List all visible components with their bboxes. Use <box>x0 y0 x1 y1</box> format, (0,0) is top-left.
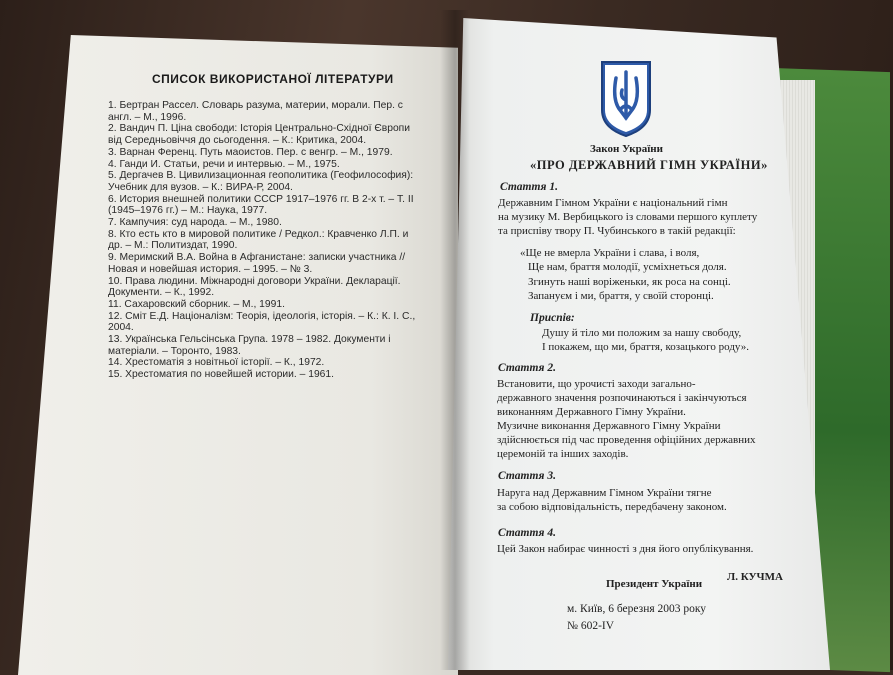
law-heading: Закон України <box>590 143 663 155</box>
reference-item: 13. Українська Гельсінська Група. 1978 – 1982. Документи і матеріали. – Торонто, 1983. <box>108 334 391 357</box>
reference-item: 6. История внешней политики СССР 1917–1976 гг. В 2-х т. – Т. ІІ (1945–1976 гг.) – М.: Наука, 1977. <box>108 193 414 217</box>
reference-item: 8. Кто есть кто в мировой политике / Редкол.: Кравченко Л.П. и др. – М.: Политиздат, 1990. <box>108 228 409 252</box>
reference-item: 5. Дергачев В. Цивилизационная геополитика (Геофилософия): Учебник для вузов. – К.: ВИРА-Р, 2004. <box>108 170 414 193</box>
reference-list <box>108 100 424 381</box>
anthem-verse <box>520 246 731 303</box>
reference-item: 15. Хрестоматия по новейшей истории. – 1961. <box>108 369 334 381</box>
text-line: Встановити, що урочисті заходи загально- <box>497 378 696 390</box>
reference-item: 2. Вандич П. Ціна свободи: Історія Центрально-Східної Європи від Середньовіччя до сьогодення. – К.: Критика, 2004. <box>108 123 410 147</box>
reference-item: 9. Меримский В.А. Война в Афганистане: записки участника // Новая и новейшая история. – 1995. – № 3. <box>108 252 406 275</box>
anthem-chorus <box>542 326 749 355</box>
law-number: № 602-IV <box>567 620 615 632</box>
text-line: виконанням Державного Гімну України. <box>497 406 686 418</box>
president-signature: Л. КУЧМА <box>727 571 783 583</box>
article-text <box>498 196 757 238</box>
article-heading: Стаття 2. <box>498 362 556 374</box>
law-name: «ПРО ДЕРЖАВНИЙ ГІМН УКРАЇНИ» <box>530 158 768 172</box>
article-text <box>497 542 753 556</box>
reference-item: 4. Ганди И. Статьи, речи и интервью. – М., 1975. <box>108 158 340 170</box>
text-line: за собою відповідальність, передбачену законом. <box>497 501 727 513</box>
reference-item: 10. Права людини. Міжнародні договори України. Декларації. Документи. – К., 1992. <box>108 275 401 299</box>
president-label: Президент України <box>606 578 703 590</box>
article-text <box>497 486 727 514</box>
text-line: здійснюється під час проведення офіційних державних <box>497 434 756 446</box>
text-line: на музику М. Вербицького із словами першого куплету <box>498 211 758 223</box>
article-heading: Стаття 1. <box>500 181 558 193</box>
text-line: церемоній та інших заходів. <box>497 448 629 460</box>
text-line: державного значення розпочинаються і закінчуються <box>497 392 747 404</box>
verse-line: І покажем, що ми, браття, козацького роду». <box>542 341 749 354</box>
reference-item: 11. Сахаровский сборник. – М., 1991. <box>108 298 285 310</box>
text-line: Державним Гімном України є національний гімн <box>498 197 728 209</box>
article-heading: Стаття 4. <box>498 527 556 539</box>
text-line: Цей Закон набирає чинності з дня його опублікування. <box>497 543 754 555</box>
text-line: Музичне виконання Державного Гімну України <box>497 420 721 432</box>
verse-line: Ще нам, браття молодії, усміхнеться доля. <box>528 261 727 274</box>
reference-item: 3. Варнан Ференц. Путь маоистов. Пер. с венгр. – М., 1979. <box>108 146 393 158</box>
text-line: та приспіву твору П. Чубинського в такій редакції: <box>498 225 736 237</box>
article-heading: Стаття 3. <box>498 470 556 482</box>
reference-item: 14. Хрестоматія з новітньої історії. – К., 1972. <box>108 357 325 369</box>
bibliography-title: СПИСОК ВИКОРИСТАНОЇ ЛІТЕРАТУРИ <box>152 72 394 86</box>
verse-line: Запануєм і ми, браття, у своїй сторонці. <box>528 289 714 302</box>
book-spine <box>440 10 470 670</box>
trident-emblem-icon <box>600 60 652 138</box>
reference-item: 12. Сміт Е.Д. Націоналізм: Теорія, ідеологія, історія. – К.: К. І. С., 2004. <box>108 310 416 334</box>
article-text <box>497 377 756 461</box>
chorus-label: Приспів: <box>530 312 575 324</box>
text-line: Наруга над Державним Гімном України тягне <box>497 487 712 499</box>
verse-line: Душу й тіло ми положим за нашу свободу, <box>542 327 742 339</box>
reference-item: 7. Кампучия: суд народа. – М., 1980. <box>108 217 282 229</box>
verse-line: «Ще не вмерла України і слава, і воля, <box>520 247 700 259</box>
verse-line: Згинуть наші воріженьки, як роса на сонці. <box>528 275 731 288</box>
place-date: м. Київ, 6 березня 2003 року <box>567 603 707 615</box>
reference-item: 1. Бертран Рассел. Словарь разума, материи, морали. Пер. с англ. – М., 1996. <box>108 100 403 123</box>
